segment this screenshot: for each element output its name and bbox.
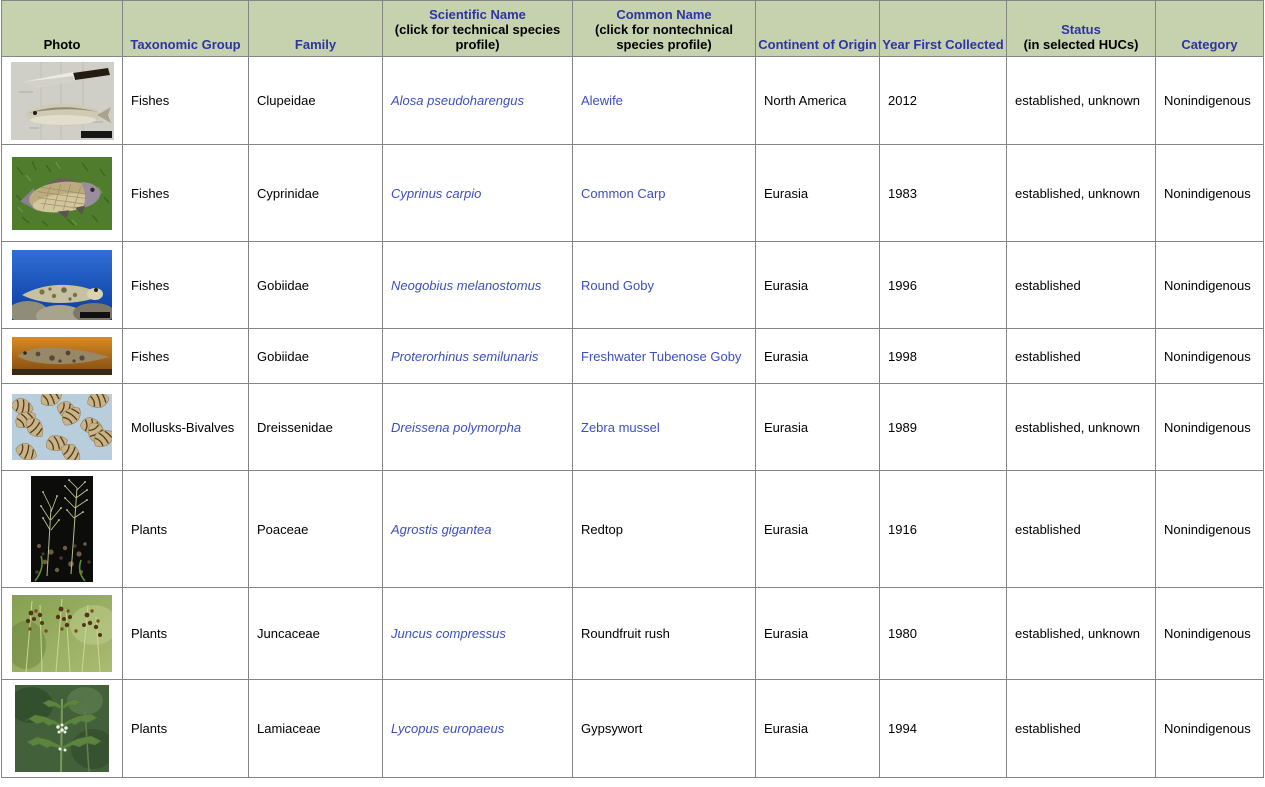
common-name-cell [573, 471, 756, 588]
taxonomic-group-cell [123, 145, 249, 242]
table-header [2, 1, 1264, 57]
scientific-name-link[interactable]: Dreissena polymorpha [391, 419, 522, 435]
status-cell [1007, 242, 1156, 329]
status-header-label[interactable]: Status [1061, 22, 1101, 37]
taxonomic-group-cell [123, 384, 249, 471]
taxonomic-group-cell [123, 471, 249, 588]
status-value: established, unknown [1015, 419, 1141, 435]
year-value: 1980 [888, 626, 917, 641]
category-cell [1156, 680, 1264, 778]
scientific-name-link[interactable]: Agrostis gigantea [391, 521, 492, 537]
family-cell [249, 329, 383, 384]
common-name-cell [573, 329, 756, 384]
col-header-continent-of-origin[interactable] [756, 1, 880, 57]
alewife-photo-image [11, 62, 114, 140]
continent-cell [756, 471, 880, 588]
continent-cell [756, 680, 880, 778]
redtop-photo-image [31, 476, 93, 582]
family-value: Clupeidae [257, 93, 316, 108]
scientific-name-cell [383, 145, 573, 242]
gypsywort-photo [2, 680, 123, 778]
common-name-cell [573, 145, 756, 242]
year-value: 1998 [888, 348, 917, 364]
continent-cell [756, 329, 880, 384]
col-header-scientific-name[interactable] [383, 1, 573, 57]
status-cell [1007, 384, 1156, 471]
col-header-family[interactable] [249, 1, 383, 57]
year-cell [880, 329, 1007, 384]
family-value: Juncaceae [257, 626, 320, 641]
year-cell [880, 384, 1007, 471]
taxonomic-group-value: Fishes [131, 93, 170, 108]
continent-value: Eurasia [764, 185, 809, 201]
status-value: established [1015, 277, 1081, 293]
year-cell [880, 471, 1007, 588]
status-cell [1007, 329, 1156, 384]
taxonomic-group-value: Plants [131, 626, 168, 641]
taxonomic-group-cell [123, 57, 249, 145]
common-name-header-label[interactable]: Common Name [616, 7, 712, 22]
table-row [2, 471, 1264, 588]
scientific-name-header-subtext: (click for technical species profile) [394, 22, 561, 52]
continent-cell [756, 242, 880, 329]
scientific-name-header-label[interactable]: Scientific Name [429, 7, 526, 22]
taxonomic-group-cell [123, 588, 249, 680]
continent-cell [756, 588, 880, 680]
year-value: 1989 [888, 419, 917, 435]
status-value: established, unknown [1015, 185, 1141, 201]
common-name-link[interactable]: Common Carp [581, 185, 666, 201]
table-row [2, 588, 1264, 680]
family-value: Gobiidae [257, 277, 310, 293]
redtop-photo [2, 471, 123, 588]
common-name-text: Roundfruit rush [581, 626, 670, 641]
category-value: Nonindigenous [1164, 93, 1251, 108]
common-name-header-subtext: (click for nontechnical species profile) [595, 22, 733, 52]
scientific-name-link[interactable]: Proterorhinus semilunaris [391, 348, 539, 364]
species-results-table [1, 0, 1264, 778]
taxonomic-group-cell [123, 680, 249, 778]
continent-cell [756, 145, 880, 242]
common-name-text: Gypsywort [581, 721, 643, 736]
table-row [2, 57, 1264, 145]
category-cell [1156, 145, 1264, 242]
common-name-cell [573, 242, 756, 329]
tubenose-goby-photo [2, 329, 123, 384]
table-row [2, 384, 1264, 471]
status-cell [1007, 588, 1156, 680]
family-cell [249, 588, 383, 680]
common-name-cell [573, 57, 756, 145]
year-cell [880, 242, 1007, 329]
family-value: Gobiidae [257, 348, 310, 364]
taxonomic-group-value: Fishes [131, 348, 170, 364]
continent-value: Eurasia [764, 348, 809, 364]
family-cell [249, 384, 383, 471]
col-header-taxonomic-group[interactable] [123, 1, 249, 57]
family-value: Cyprinidae [257, 185, 320, 201]
common-name-text: Redtop [581, 521, 623, 537]
common-carp-photo [2, 145, 123, 242]
col-header-category[interactable] [1156, 1, 1264, 57]
family-cell [249, 471, 383, 588]
table-row [2, 242, 1264, 329]
family-cell [249, 57, 383, 145]
scientific-name-cell [383, 471, 573, 588]
category-value: Nonindigenous [1164, 419, 1251, 435]
year-value: 1996 [888, 277, 917, 293]
category-value: Nonindigenous [1164, 521, 1251, 537]
category-value: Nonindigenous [1164, 277, 1251, 293]
scientific-name-cell [383, 384, 573, 471]
zebra-mussel-photo-image [12, 394, 112, 460]
status-cell [1007, 471, 1156, 588]
scientific-name-cell [383, 329, 573, 384]
taxonomic-group-value: Plants [131, 721, 168, 736]
category-value: Nonindigenous [1164, 626, 1251, 641]
zebra-mussel-photo [2, 384, 123, 471]
category-cell [1156, 329, 1264, 384]
continent-value: North America [764, 93, 847, 108]
scientific-name-link[interactable]: Cyprinus carpio [391, 185, 482, 201]
common-name-cell [573, 680, 756, 778]
year-value: 1994 [888, 721, 917, 736]
category-cell [1156, 471, 1264, 588]
scientific-name-link[interactable]: Alosa pseudoharengus [391, 93, 524, 108]
family-value: Dreissenidae [257, 419, 333, 435]
taxonomic-group-cell [123, 242, 249, 329]
scientific-name-cell [383, 57, 573, 145]
status-cell [1007, 145, 1156, 242]
alewife-photo [2, 57, 123, 145]
family-cell [249, 680, 383, 778]
col-header-year-first-collected[interactable] [880, 1, 1007, 57]
category-cell [1156, 242, 1264, 329]
header-row [2, 1, 1264, 57]
scientific-name-link[interactable]: Lycopus europaeus [391, 721, 505, 736]
year-cell [880, 680, 1007, 778]
category-cell [1156, 384, 1264, 471]
table-row [2, 329, 1264, 384]
category-header-label[interactable]: Category [1181, 37, 1238, 52]
roundfruit-rush-photo-image [12, 595, 112, 672]
table-row [2, 145, 1264, 242]
status-value: established [1015, 521, 1081, 537]
common-name-cell [573, 384, 756, 471]
taxonomic-group-header-label[interactable]: Taxonomic Group [130, 37, 241, 52]
family-header-label[interactable]: Family [294, 37, 337, 52]
year-cell [880, 588, 1007, 680]
status-value: established [1015, 348, 1081, 364]
col-header-status[interactable] [1007, 1, 1156, 57]
taxonomic-group-value: Fishes [131, 185, 170, 201]
continent-value: Eurasia [764, 521, 809, 537]
common-name-cell [573, 588, 756, 680]
family-cell [249, 145, 383, 242]
status-cell [1007, 680, 1156, 778]
status-value: established, unknown [1015, 626, 1141, 641]
common-name-link[interactable]: Freshwater Tubenose Goby [581, 348, 742, 364]
common-name-link[interactable]: Zebra mussel [581, 419, 660, 435]
scientific-name-cell [383, 680, 573, 778]
status-value: established [1015, 721, 1081, 736]
year-cell [880, 57, 1007, 145]
continent-cell [756, 57, 880, 145]
col-header-common-name[interactable] [573, 1, 756, 57]
taxonomic-group-value: Fishes [131, 277, 170, 293]
roundfruit-rush-photo [2, 588, 123, 680]
status-value: established, unknown [1015, 93, 1141, 108]
category-cell [1156, 57, 1264, 145]
year-value: 1916 [888, 521, 917, 537]
category-cell [1156, 588, 1264, 680]
taxonomic-group-cell [123, 329, 249, 384]
taxonomic-group-value: Mollusks-Bivalves [131, 419, 235, 435]
category-value: Nonindigenous [1164, 721, 1251, 736]
col-header-photo [2, 1, 123, 57]
category-value: Nonindigenous [1164, 185, 1251, 201]
year-cell [880, 145, 1007, 242]
scientific-name-link[interactable]: Neogobius melanostomus [391, 277, 542, 293]
year-header-label[interactable]: Year First Collected [882, 37, 1004, 52]
family-cell [249, 242, 383, 329]
continent-value: Eurasia [764, 626, 809, 641]
scientific-name-cell [383, 242, 573, 329]
status-header-subtext: (in selected HUCs) [1023, 37, 1139, 52]
status-cell [1007, 57, 1156, 145]
category-value: Nonindigenous [1164, 348, 1251, 364]
round-goby-photo-image [12, 250, 112, 320]
taxonomic-group-value: Plants [131, 521, 168, 537]
common-name-link[interactable]: Alewife [581, 93, 623, 108]
scientific-name-link[interactable]: Juncus compressus [391, 626, 506, 641]
family-value: Lamiaceae [257, 721, 321, 736]
common-carp-photo-image [12, 157, 112, 230]
tubenose-goby-photo-image [12, 337, 112, 375]
continent-value: Eurasia [764, 721, 809, 736]
continent-value: Eurasia [764, 419, 809, 435]
year-value: 1983 [888, 185, 917, 201]
round-goby-photo [2, 242, 123, 329]
table-row [2, 680, 1264, 778]
continent-header-label[interactable]: Continent of Origin [758, 37, 877, 52]
scientific-name-cell [383, 588, 573, 680]
continent-value: Eurasia [764, 277, 809, 293]
photo-header-label: Photo [43, 37, 81, 52]
continent-cell [756, 384, 880, 471]
gypsywort-photo-image [15, 685, 109, 772]
family-value: Poaceae [257, 521, 309, 537]
common-name-link[interactable]: Round Goby [581, 277, 654, 293]
year-value: 2012 [888, 93, 917, 108]
